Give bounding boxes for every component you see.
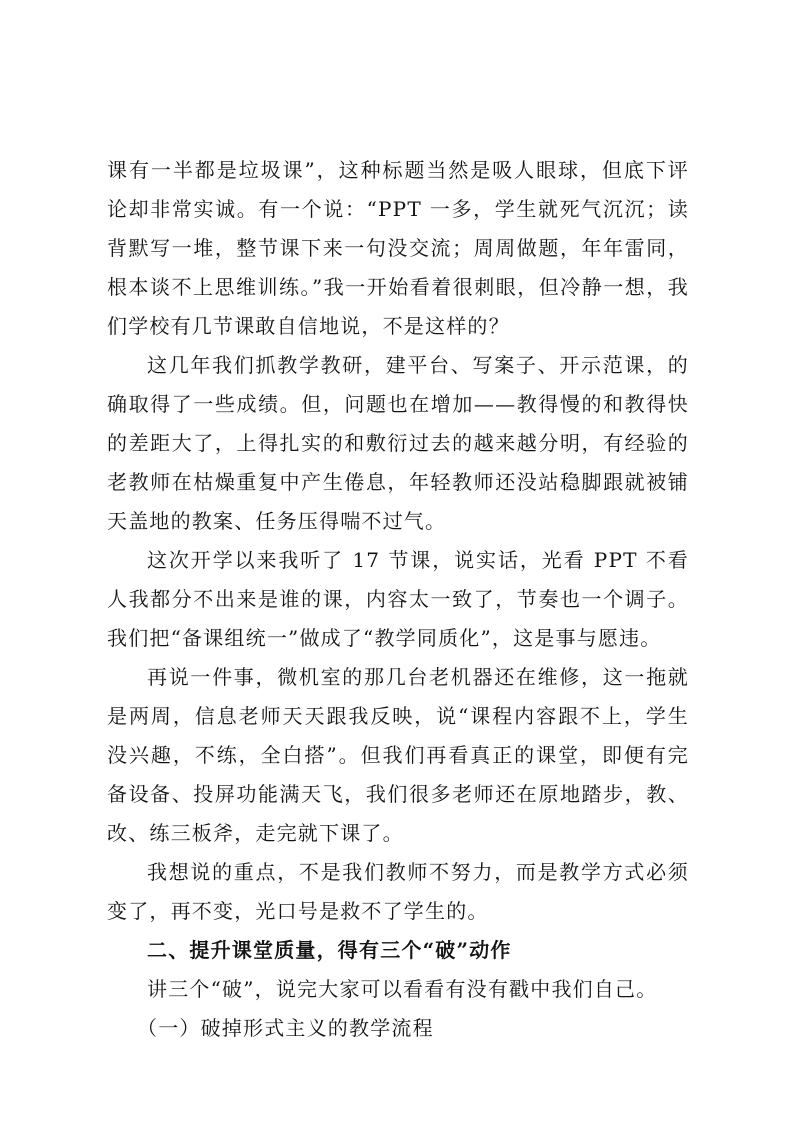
paragraph-teaching-research: 这几年我们抓教学教研，建平台、写案子、开示范课，的确取得了一些成绩。但，问题也在增加——教得慢的和教得快的差距大了，上得扎实的和敷衍过去的越来越分明，有经验的老教师在枯燥重复中产生倦息，年轻教师还没站稳脚跟就被铺天盖地的教案、任务压得喘不过气。 xyxy=(107,353,689,533)
paragraph-continued: 课有一半都是垃圾课”，这种标题当然是吸人眼球，但底下评论却非常实诚。有一个说：“PPT 一多，学生就死气沉沉；读背默写一堆，整节课下来一句没交流；周周做题，年年雷同，根本谈不上思维训练。”我一开始看着很刺眼，但冷静一想，我们学校有几节课敢自信地说，不是这样的？ xyxy=(107,158,689,338)
section-heading: 二、提升课堂质量，得有三个“破”动作 xyxy=(147,938,512,962)
sub-heading: （一）破掉形式主义的教学流程 xyxy=(137,1016,434,1040)
document-body xyxy=(107,151,689,1048)
paragraph-key-point: 我想说的重点，不是我们教师不努力，而是教学方式必须变了，再不变，光口号是救不了学生的。 xyxy=(107,860,689,923)
paragraph-computer-room: 再说一件事，微机室的那几台老机器还在维修，这一拖就是两周，信息老师天天跟我反映，说“课程内容跟不上，学生没兴趣，不练，全白搭”。但我们再看真正的课堂，即便有完备设备、投屏功能满天飞，我们很多老师还在原地踏步，教、改、练三板斧，走完就下课了。 xyxy=(107,665,689,845)
section-intro: 讲三个“破”，说完大家可以看看有没有戳中我们自己。 xyxy=(147,977,658,1001)
paragraph-classes-observed: 这次开学以来我听了 17 节课，说实话，光看 PPT 不看人我都分不出来是谁的课，内容太一致了，节奏也一个调子。我们把“备课组统一”做成了“教学同质化”，这是事与愿违。 xyxy=(107,548,689,650)
